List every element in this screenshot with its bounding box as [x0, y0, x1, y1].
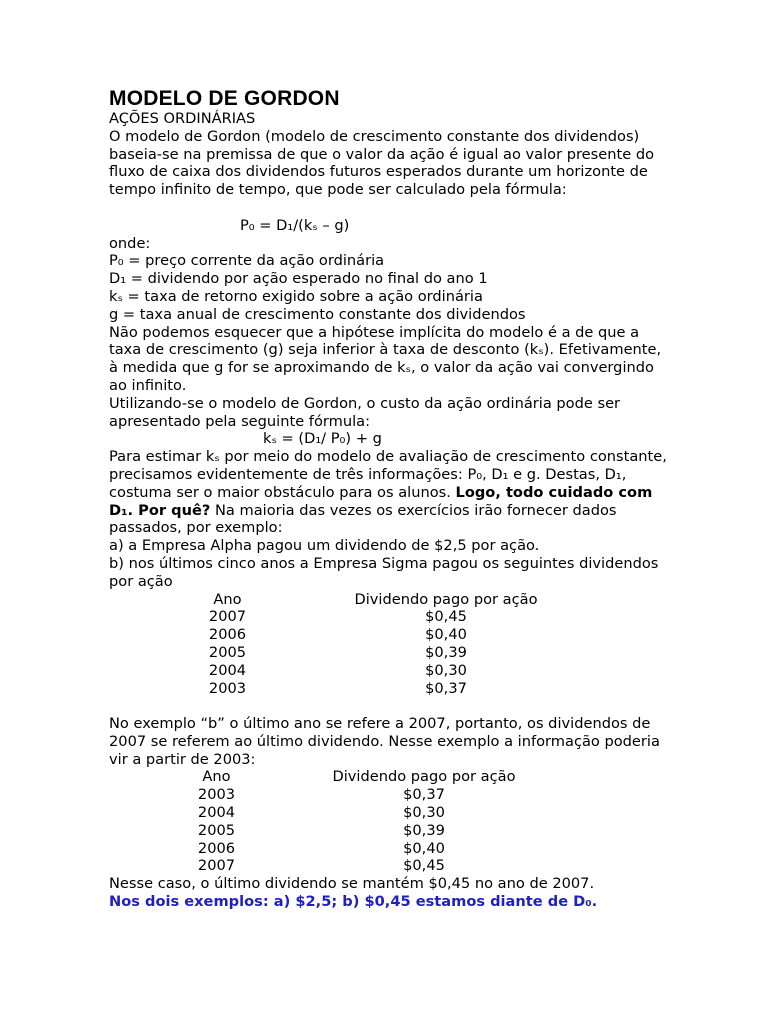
onde-label: onde:: [109, 234, 151, 252]
table-cell-year: 2004: [208, 661, 247, 679]
table-row: [109, 644, 669, 662]
table-cell-year: 2003: [208, 679, 247, 697]
table-cell-dividend: $0,30: [403, 804, 445, 822]
table-row: [109, 804, 669, 822]
table-row: [109, 857, 669, 875]
table-cell-dividend: $0,39: [403, 821, 445, 839]
table-cell-year: 2004: [197, 804, 236, 822]
estimate-text: Para estimar kₛ por meio do modelo de avaliação de crescimento constante, precisamos evidentemente de três informações: P₀, D₁ e g. Destas, D₁, costuma ser o maior obstáculo para os alunos.: [109, 448, 667, 501]
table-cell-dividend: $0,40: [403, 839, 445, 857]
table-row: [109, 608, 669, 626]
table-cell-dividend: $0,30: [425, 661, 467, 679]
table-cell-dividend: $0,45: [403, 857, 445, 875]
table-cell-year: 2005: [197, 821, 236, 839]
table-cell-year: 2006: [208, 626, 247, 644]
table-cell-dividend: $0,40: [425, 626, 467, 644]
dividends-table-1: [109, 591, 669, 698]
table-cell-dividend: $0,45: [425, 608, 467, 626]
example-b: b) nos últimos cinco anos a Empresa Sigma pagou os seguintes dividendos por ação: [109, 554, 659, 590]
estimate-paragraph: [109, 448, 669, 537]
estimate-bold: Logo, todo cuidado com D₁. Por quê?: [109, 483, 653, 519]
table-row: [109, 626, 669, 644]
estimate-tail: Na maioria das vezes os exercícios irão fornecer dados passados, por exemplo:: [109, 501, 617, 537]
document-body: [109, 88, 669, 911]
table-cell-year: 2007: [197, 857, 236, 875]
last-dividend-note: Nesse caso, o último dividendo se mantém $0,45 no ano de 2007.: [109, 875, 595, 893]
intro-paragraph: O modelo de Gordon (modelo de crescimento constante dos dividendos) baseia-se na premissa de que o valor da ação é igual ao valor presente do fluxo de caixa dos dividendos futuros esperados durante um horizonte de tempo infinito de tempo, que pode ser calculado pela fórmula:: [109, 127, 655, 199]
document-title: MODELO DE GORDON: [109, 87, 340, 110]
table-cell-dividend: $0,37: [425, 679, 467, 697]
hypothesis-paragraph: Não podemos esquecer que a hipótese implícita do modelo é a de que a taxa de crescimento (g) seja inferior à taxa de desconto (kₛ). Efetivamente, à medida que g for se aproximando de kₛ, o valor da ação vai convergindo ao infinito.: [109, 323, 662, 394]
table-cell-year: 2005: [208, 643, 247, 661]
table-cell-year: 2007: [208, 608, 247, 626]
table-cell-dividend: $0,37: [403, 786, 445, 804]
conclusion-highlight: Nos dois exemplos: a) $2,5; b) $0,45 estamos diante de D₀.: [109, 893, 598, 911]
table-row: [109, 822, 669, 840]
section-subtitle: AÇÕES ORDINÁRIAS: [109, 110, 256, 127]
spacer: [109, 199, 669, 217]
table-header-dividend: Dividendo pago por ação: [332, 768, 516, 786]
table-row: [109, 786, 669, 804]
table-row: [109, 680, 669, 698]
table-header-row: [109, 768, 669, 786]
table-header-dividend: Dividendo pago por ação: [354, 590, 538, 608]
dividends-table-2: [109, 768, 669, 875]
table-cell-dividend: $0,39: [425, 643, 467, 661]
cost-formula: kₛ = (D₁/ P₀) + g: [263, 430, 382, 448]
definition-ks: kₛ = taxa de retorno exigido sobre a ação ordinária: [109, 287, 483, 305]
table-header-year: Ano: [202, 768, 231, 786]
table-cell-year: 2006: [197, 839, 236, 857]
definition-g: g = taxa anual de crescimento constante dos dividendos: [109, 305, 526, 323]
table-row: [109, 662, 669, 680]
example-a: a) a Empresa Alpha pagou um dividendo de $2,5 por ação.: [109, 537, 540, 555]
gordon-formula: P₀ = D₁/(kₛ – g): [240, 216, 350, 234]
definition-d1: D₁ = dividendo por ação esperado no final do ano 1: [109, 270, 488, 288]
table-row: [109, 840, 669, 858]
table-header-year: Ano: [213, 590, 242, 608]
spacer: [109, 697, 669, 715]
definition-p0: P₀ = preço corrente da ação ordinária: [109, 252, 385, 270]
table-cell-year: 2003: [197, 786, 236, 804]
cost-intro-paragraph: Utilizando-se o modelo de Gordon, o custo da ação ordinária pode ser apresentado pela seguinte fórmula:: [109, 394, 621, 430]
table-header-row: [109, 591, 669, 609]
example-b-explain: No exemplo “b” o último ano se refere a 2007, portanto, os dividendos de 2007 se referem ao último dividendo. Nesse exemplo a informação poderia vir a partir de 2003:: [109, 715, 660, 768]
